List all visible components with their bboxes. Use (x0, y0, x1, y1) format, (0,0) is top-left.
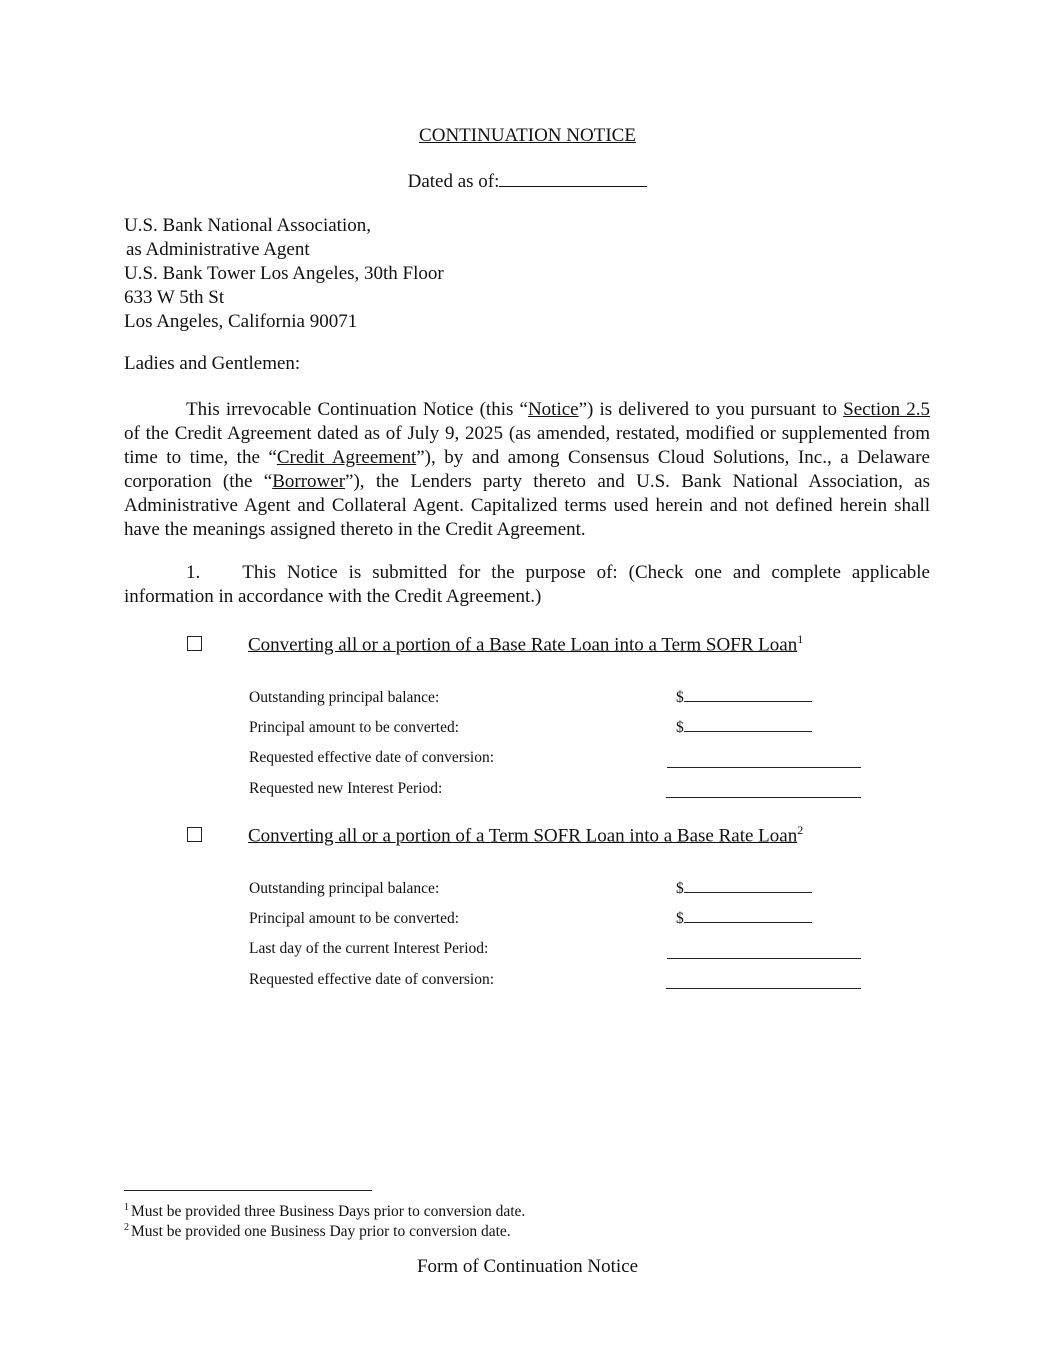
dated-blank-line[interactable] (499, 170, 647, 187)
dated-label: Dated as of: (407, 171, 500, 192)
option-sofr-to-base (187, 823, 803, 847)
footnote (124, 1222, 511, 1241)
defined-term-notice: Notice (527, 399, 579, 420)
address-line: as Administrative Agent (126, 239, 310, 260)
defined-term-credit-agreement: Credit Agreement (276, 447, 417, 468)
field-label: Requested new Interest Period: (249, 780, 443, 797)
para-text: This Notice is submitted for the purpose of: (Check one and complete applicable information in accordance with the Credit Agreement.) (124, 562, 930, 607)
paragraph-number: 1. (186, 562, 201, 583)
footnote-ref: 2 (797, 823, 804, 837)
blank-line-last-day[interactable] (667, 958, 861, 959)
address-line: U.S. Bank Tower Los Angeles, 30th Floor (124, 263, 444, 284)
address-line: U.S. Bank National Association, (124, 215, 371, 236)
page-footer: Form of Continuation Notice (416, 1256, 639, 1277)
intro-paragraph (124, 398, 930, 542)
field-label: Requested effective date of conversion: (249, 971, 495, 988)
field-label: Requested effective date of conversion: (249, 749, 495, 766)
footnote-number: 1 (124, 1202, 129, 1213)
option-base-to-sofr (187, 632, 803, 656)
address-line: Los Angeles, California 90071 (124, 311, 358, 332)
amount-field-to-convert[interactable] (676, 719, 812, 737)
currency-symbol: $ (676, 719, 684, 736)
salutation: Ladies and Gentlemen: (124, 353, 301, 374)
field-label: Outstanding principal balance: (249, 880, 440, 897)
para-text: of the Credit Agreement dated as of July 9, 2025 (as amended, restated, modified or supplemented from time to time, the “ (124, 423, 930, 468)
dated-as-of (0, 170, 1055, 193)
footnote-text: Must be provided one Business Day prior to conversion date. (131, 1223, 511, 1241)
footnote (124, 1202, 525, 1221)
field-label: Principal amount to be converted: (249, 719, 460, 736)
defined-term-borrower: Borrower (272, 471, 346, 492)
amount-field-outstanding[interactable] (676, 689, 812, 707)
currency-symbol: $ (676, 689, 684, 706)
section-reference: Section 2.5 (843, 399, 930, 420)
page-title: CONTINUATION NOTICE (419, 125, 636, 146)
blank-line-interest-period[interactable] (666, 797, 861, 798)
para-text: ”) is delivered to you pursuant to (578, 399, 844, 420)
purpose-paragraph (124, 561, 930, 609)
currency-symbol: $ (676, 910, 684, 927)
amount-field-outstanding[interactable] (676, 880, 812, 898)
para-text: ”), the Lenders party thereto and U.S. Bank National Association, as Administrative Agent and Collateral Agent. Capitalized terms used herein and not defined herein shall have the meanings assigned thereto in the Credit Agreement. (124, 471, 930, 540)
option-label: Converting all or a portion of a Base Rate Loan into a Term SOFR Loan (248, 634, 798, 656)
para-text: This irrevocable Continuation Notice (this “ (186, 399, 528, 420)
blank-line-effective-date[interactable] (667, 767, 861, 768)
footnote-number: 2 (124, 1222, 129, 1233)
checkbox-base-to-sofr[interactable] (187, 636, 202, 651)
recipient-address (124, 214, 444, 334)
option-label: Converting all or a portion of a Term SOFR Loan into a Base Rate Loan (248, 825, 798, 847)
footnote-text: Must be provided three Business Days prior to conversion date. (131, 1203, 526, 1221)
para-text: ”), by and among Consensus Cloud Solutions, Inc., a Delaware corporation (the “ (124, 447, 930, 492)
field-label: Principal amount to be converted: (249, 910, 460, 927)
blank-line-effective-date[interactable] (666, 988, 861, 989)
currency-symbol: $ (676, 880, 684, 897)
amount-field-to-convert[interactable] (676, 910, 812, 928)
address-line: 633 W 5th St (124, 287, 225, 308)
field-label: Outstanding principal balance: (249, 689, 440, 706)
field-label: Last day of the current Interest Period: (249, 940, 489, 957)
footnote-ref: 1 (797, 632, 804, 646)
footnote-divider (124, 1190, 372, 1191)
checkbox-sofr-to-base[interactable] (187, 827, 202, 842)
